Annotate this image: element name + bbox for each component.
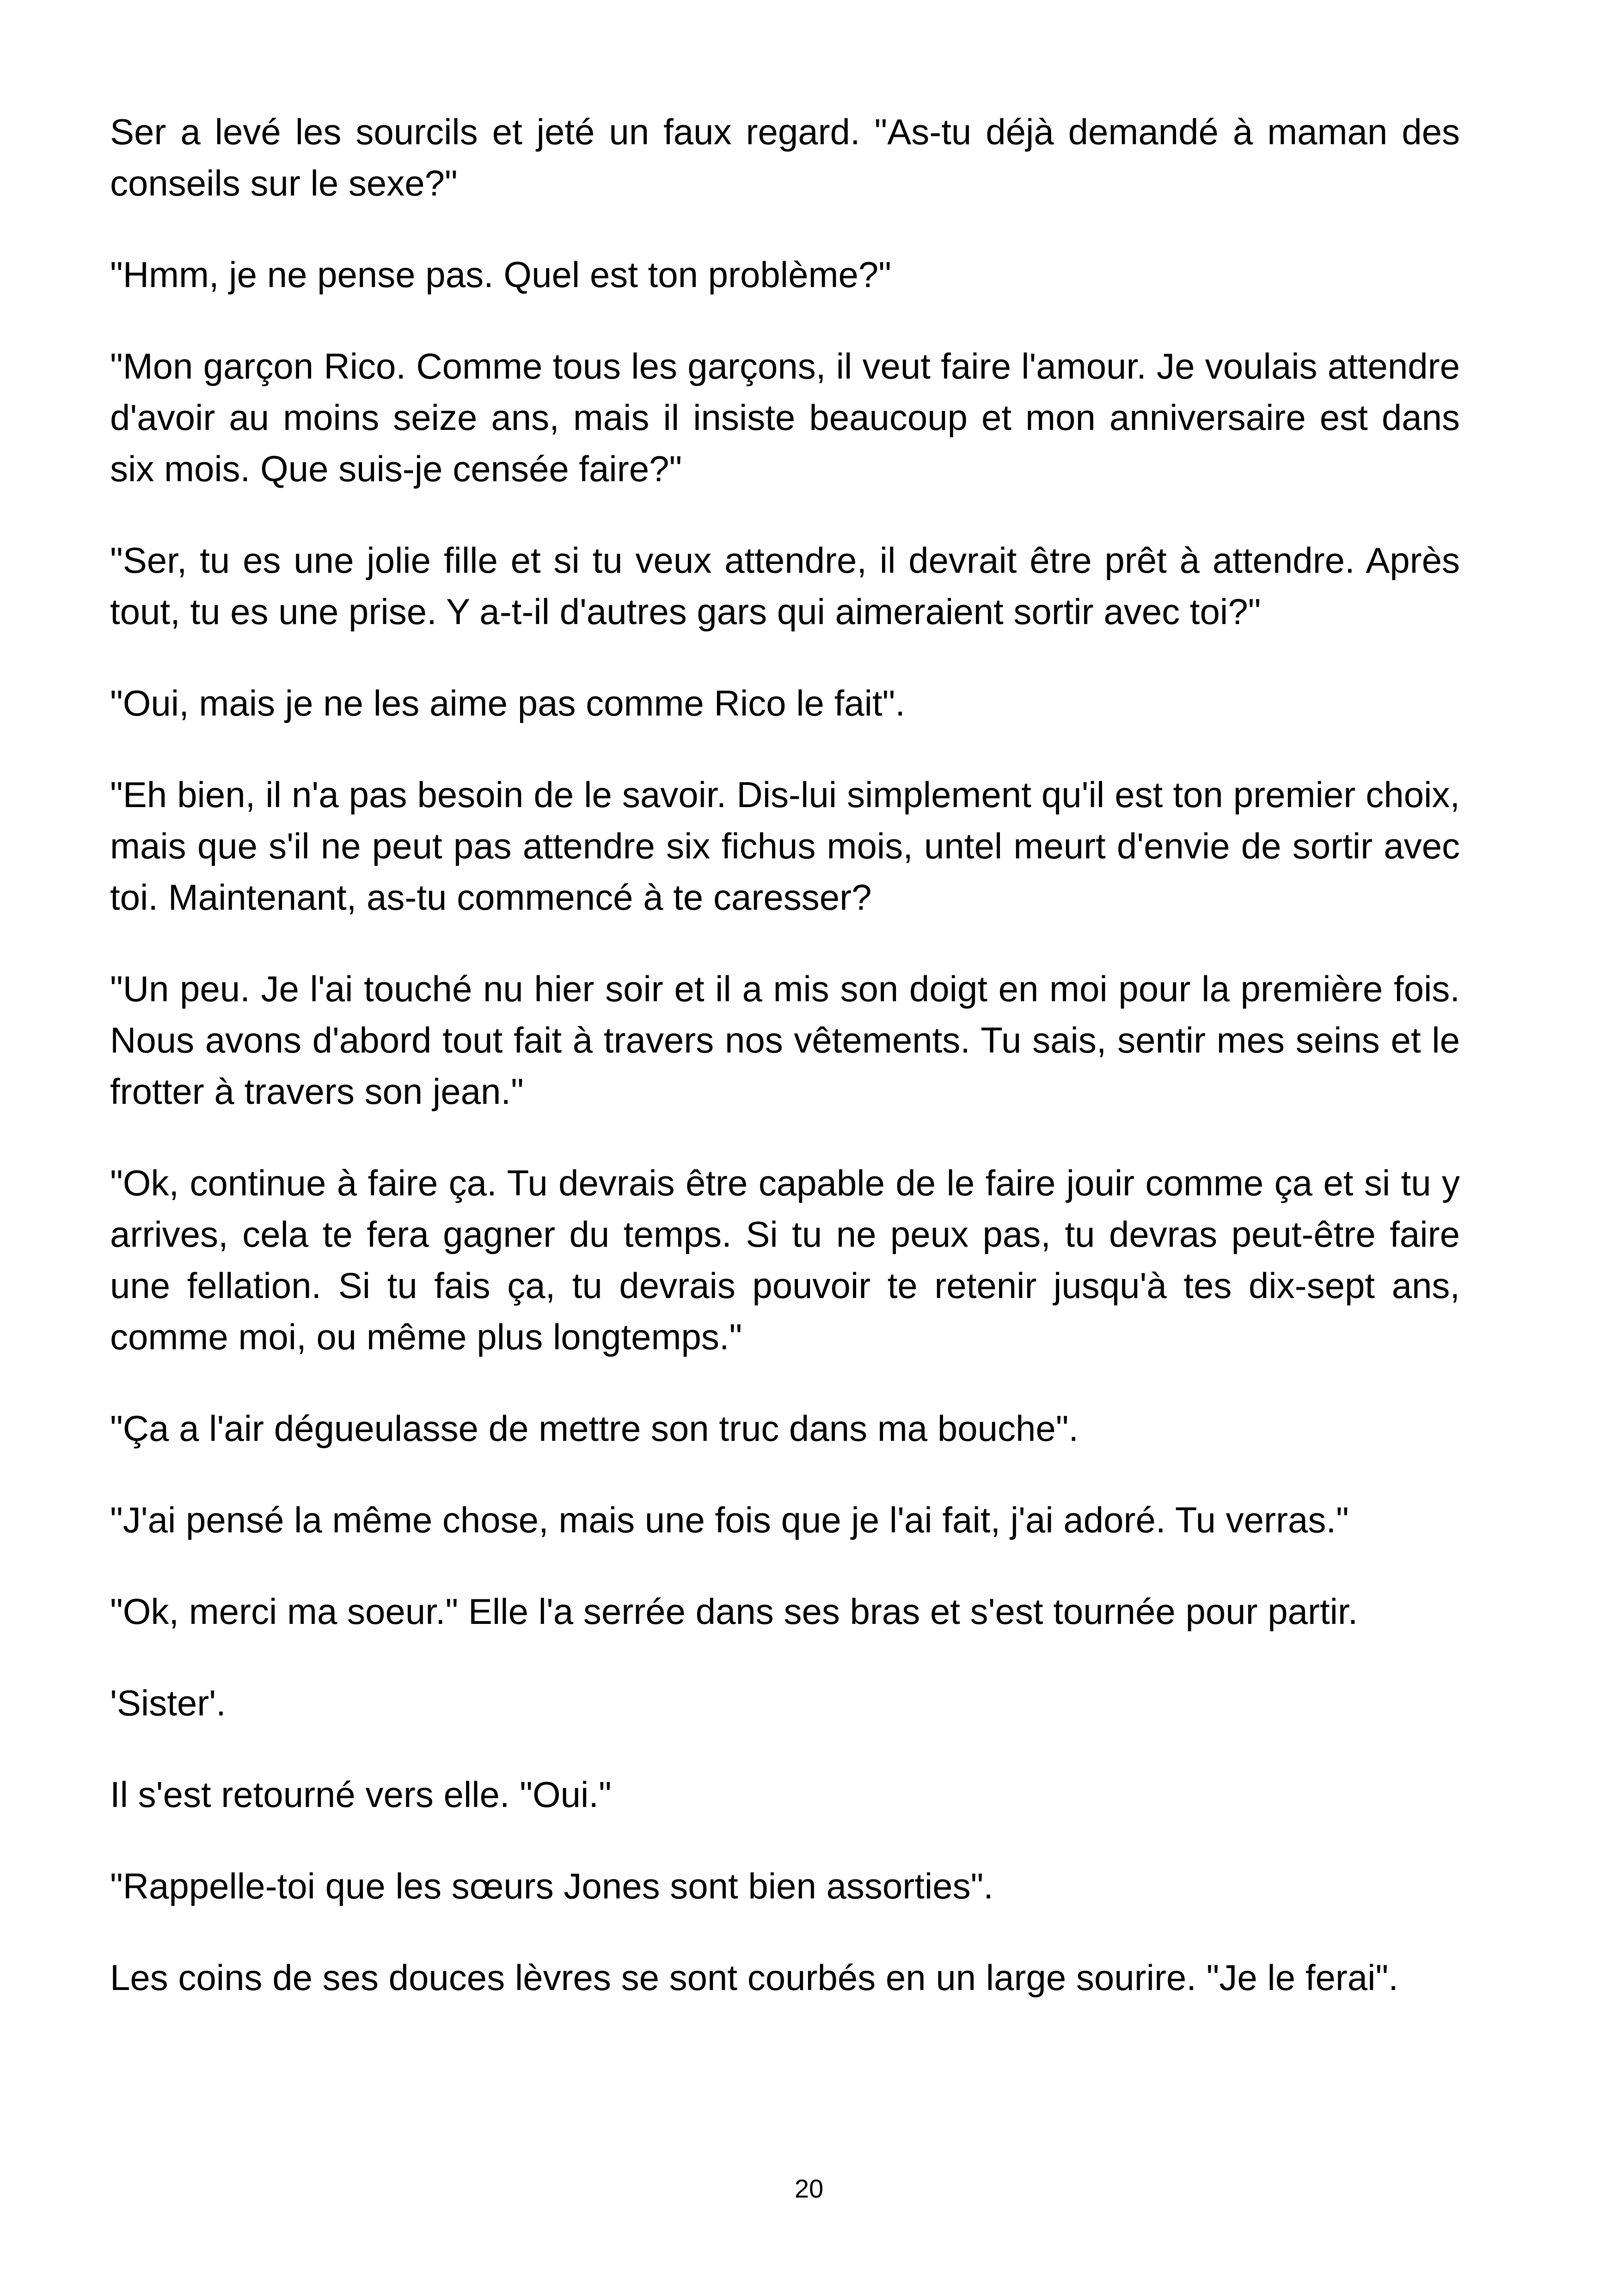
paragraph: "Mon garçon Rico. Comme tous les garçons, il veut faire l'amour. Je voulais attendre d'avoir au moins seize ans, mais il insiste beaucoup et mon anniversaire est dans six mois. Que suis-je censée faire?" bbox=[110, 346, 1460, 489]
paragraph: "Oui, mais je ne les aime pas comme Rico le fait". bbox=[110, 683, 905, 723]
paragraph: "J'ai pensé la même chose, mais une fois que je l'ai fait, j'ai adoré. Tu verras." bbox=[110, 1500, 1349, 1540]
paragraph: "Eh bien, il n'a pas besoin de le savoir. Dis-lui simplement qu'il est ton premier choix, mais que s'il ne peut pas attendre six fichus mois, untel meurt d'envie de sortir avec toi. Maintenant, as-tu commencé à te caresser? bbox=[110, 774, 1460, 918]
paragraph: Les coins de ses douces lèvres se sont courbés en un large sourire. "Je le ferai". bbox=[110, 1957, 1398, 1998]
paragraph: 'Sister'. bbox=[110, 1683, 226, 1723]
body-text bbox=[110, 106, 1460, 2044]
paragraph: "Ok, continue à faire ça. Tu devrais être capable de le faire jouir comme ça et si tu y arrives, cela te fera gagner du temps. Si tu ne peux pas, tu devras peut-être faire une fellation. Si tu fais ça, tu devrais pouvoir te retenir jusqu'à tes dix-sept ans, comme moi, ou même plus longtemps." bbox=[110, 1163, 1460, 1357]
paragraph: Ser a levé les sourcils et jeté un faux regard. "As-tu déjà demandé à maman des conseils sur le sexe?" bbox=[110, 111, 1460, 203]
paragraph: "Ok, merci ma soeur." Elle l'a serrée dans ses bras et s'est tournée pour partir. bbox=[110, 1591, 1358, 1632]
page-number: 20 bbox=[794, 2174, 824, 2203]
paragraph: "Ça a l'air dégueulasse de mettre son truc dans ma bouche". bbox=[110, 1408, 1079, 1449]
paragraph: "Hmm, je ne pense pas. Quel est ton problème?" bbox=[110, 254, 891, 295]
paragraph: "Rappelle-toi que les sœurs Jones sont bien assorties". bbox=[110, 1866, 993, 1906]
paragraph: "Ser, tu es une jolie fille et si tu veux attendre, il devrait être prêt à attendre. Après tout, tu es une prise. Y a-t-il d'autres gars qui aimeraient sortir avec toi?" bbox=[110, 540, 1460, 632]
paragraph: "Un peu. Je l'ai touché nu hier soir et il a mis son doigt en moi pour la première fois. Nous avons d'abord tout fait à travers nos vêtements. Tu sais, sentir mes seins et le frotter à travers son jean." bbox=[110, 968, 1460, 1112]
paragraph: Il s'est retourné vers elle. "Oui." bbox=[110, 1774, 612, 1815]
